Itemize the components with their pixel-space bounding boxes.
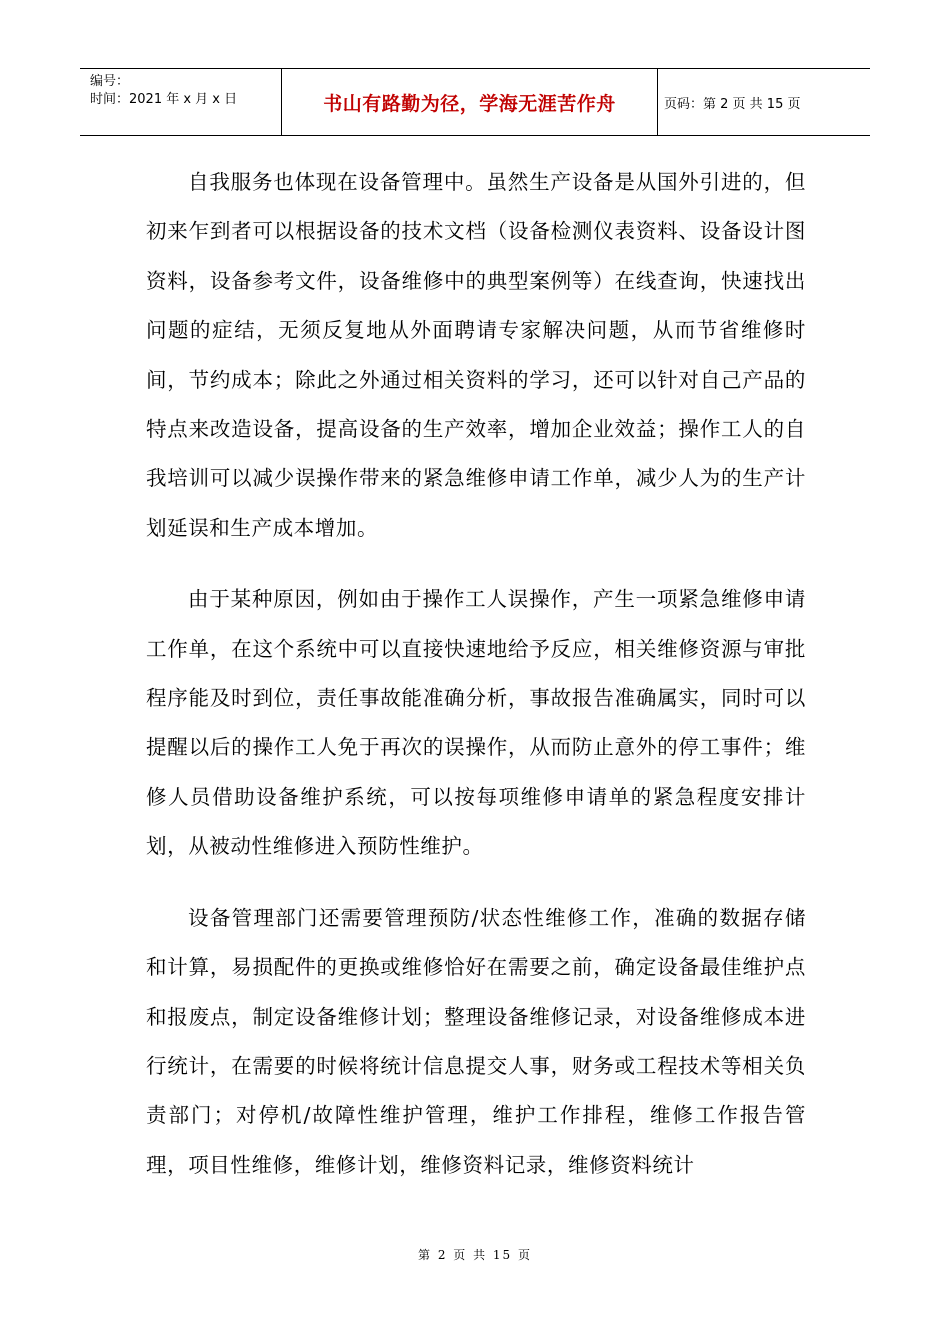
header-page-cell [658,69,870,135]
header-page-info: 页码：第 2 页 共 15 页 [664,96,801,112]
document-number-label: 编号： [90,74,130,89]
document-date: 时间：2021 年 x 月 x 日 [90,92,238,107]
header-motto-cell [282,69,658,135]
document-body [146,158,806,1190]
document-header [80,68,870,136]
body-paragraph: 由于某种原因，例如由于操作工人误操作，产生一项紧急维修申请工作单，在这个系统中可以直接快速地给予反应，相关维修资源与审批程序能及时到位，责任事故能准确分析，事故报告准确属实，同时可以提醒以后的操作工人免于再次的误操作，从而防止意外的停工事件；维修人员借助设备维护系统，可以按每项维修申请单的紧急程度安排计划，从被动性维修进入预防性维护。 [146,587,806,859]
footer-page-number: 第 2 页 共 15 页 [418,1248,532,1262]
header-meta-cell [80,69,282,135]
header-motto: 书山有路勤为径，学海无涯苦作舟 [323,92,616,115]
body-paragraph: 自我服务也体现在设备管理中。虽然生产设备是从国外引进的，但初来乍到者可以根据设备的技术文档（设备检测仪表资料、设备设计图资料，设备参考文件，设备维修中的典型案例等）在线查询，快速找出问题的症结，无须反复地从外面聘请专家解决问题，从而节省维修时间，节约成本；除此之外通过相关资料的学习，还可以针对自己产品的特点来改造设备，提高设备的生产效率，增加企业效益；操作工人的自我培训可以减少误操作带来的紧急维修申请工作单，减少人为的生产计划延误和生产成本增加。 [146,170,806,540]
page-footer [0,1246,950,1263]
body-paragraph: 设备管理部门还需要管理预防/状态性维修工作，准确的数据存储和计算，易损配件的更换或维修恰好在需要之前，确定设备最佳维护点和报废点，制定设备维修计划；整理设备维修记录，对设备维修成本进行统计，在需要的时候将统计信息提交人事，财务或工程技术等相关负责部门；对停机/故障性维护管理，维护工作排程，维修工作报告管理，项目性维修，维修计划，维修资料记录，维修资料统计 [146,905,806,1177]
